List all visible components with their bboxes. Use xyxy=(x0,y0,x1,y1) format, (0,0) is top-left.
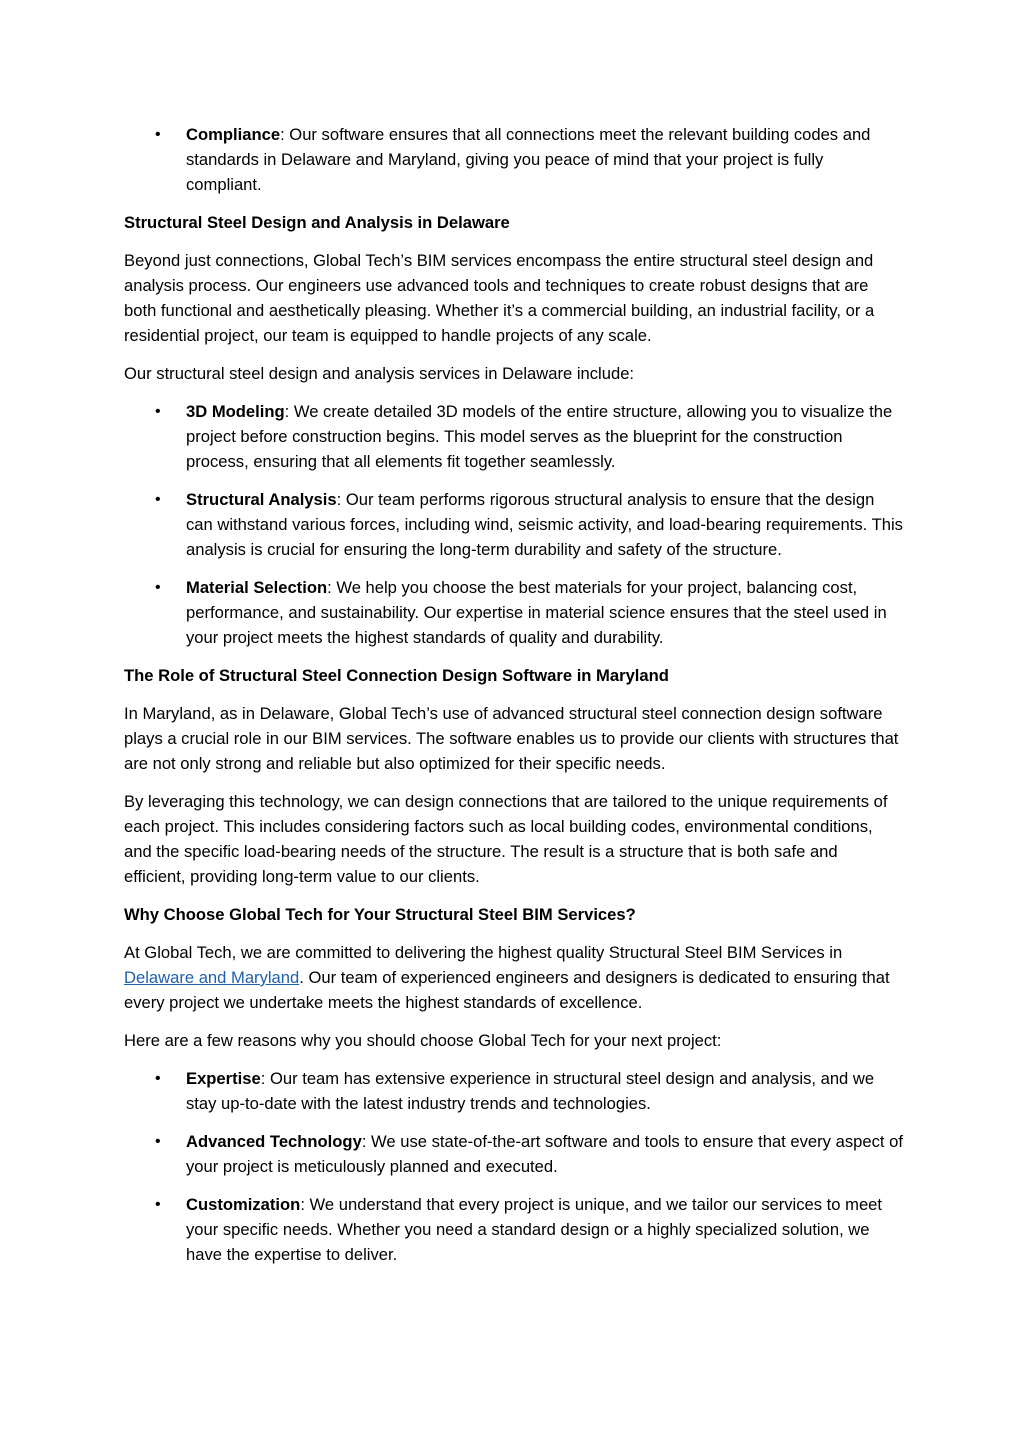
bullet-list-compliance xyxy=(124,122,903,197)
bullet-icon: • xyxy=(155,126,161,143)
list-item xyxy=(124,122,903,197)
list-item xyxy=(124,487,903,562)
paragraph-text: . Our team of experienced engineers and designers is dedicated to ensuring that every project we undertake meets the highest standards of excellence. xyxy=(124,968,890,1012)
paragraph: Beyond just connections, Global Tech’s BIM services encompass the entire structural steel design and analysis process. Our engineers use advanced tools and techniques to create robust designs that are both functional and aesthetically pleasing. Whether it’s a commercial building, an industrial facility, or a residential project, our team is equipped to handle projects of any scale. xyxy=(124,251,875,345)
list-item-text: : We understand that every project is unique, and we tailor our services to meet your specific needs. Whether you need a standard design or a highly specialized solution, we have the expertise to deliver. xyxy=(186,1195,883,1264)
list-item-text: : We create detailed 3D models of the entire structure, allowing you to visualize the project before construction begins. This model serves as the blueprint for the construction process, ensuring that all elements fit together seamlessly. xyxy=(186,402,893,471)
list-item xyxy=(124,575,903,650)
list-item-term: Compliance xyxy=(186,125,281,144)
list-item-term: Material Selection xyxy=(186,578,328,597)
list-item-term: Customization xyxy=(186,1195,301,1214)
list-item-term: 3D Modeling xyxy=(186,402,285,421)
list-item xyxy=(124,1192,903,1267)
bullet-icon: • xyxy=(155,1196,161,1213)
paragraph-text: At Global Tech, we are committed to delivering the highest quality Structural Steel BIM Services in xyxy=(124,943,843,962)
list-item-text: : We use state-of-the-art software and tools to ensure that every aspect of your project is meticulously planned and executed. xyxy=(186,1132,903,1176)
list-item xyxy=(124,1066,903,1116)
list-item-text: : Our team performs rigorous structural analysis to ensure that the design can withstand various forces, including wind, seismic activity, and load-bearing requirements. This analysis is crucial for ensuring the long-term durability and safety of the structure. xyxy=(186,490,903,559)
bullet-icon: • xyxy=(155,579,161,596)
section-heading-design-analysis: Structural Steel Design and Analysis in Delaware xyxy=(124,213,510,232)
paragraph: By leveraging this technology, we can design connections that are tailored to the unique requirements of each project. This includes considering factors such as local building codes, environmental conditions, and the specific load-bearing needs of the structure. The result is a structure that is both safe and efficient, providing long-term value to our clients. xyxy=(124,792,888,886)
paragraph xyxy=(124,940,903,1015)
paragraph: Our structural steel design and analysis services in Delaware include: xyxy=(124,364,635,383)
bullet-icon: • xyxy=(155,491,161,508)
list-item-term: Expertise xyxy=(186,1069,261,1088)
bullet-icon: • xyxy=(155,1133,161,1150)
bullet-icon: • xyxy=(155,1070,161,1087)
list-item-term: Advanced Technology xyxy=(186,1132,362,1151)
bullet-icon: • xyxy=(155,403,161,420)
paragraph: Here are a few reasons why you should choose Global Tech for your next project: xyxy=(124,1031,722,1050)
list-item xyxy=(124,399,903,474)
bullet-list-reasons xyxy=(124,1066,903,1267)
section-heading-connection-software: The Role of Structural Steel Connection Design Software in Maryland xyxy=(124,666,669,685)
bullet-list-services xyxy=(124,399,903,650)
section-heading-why-choose: Why Choose Global Tech for Your Structural Steel BIM Services? xyxy=(124,905,636,924)
list-item-text: : Our team has extensive experience in structural steel design and analysis, and we stay up-to-date with the latest industry trends and technologies. xyxy=(186,1069,875,1113)
delaware-maryland-link[interactable]: Delaware and Maryland xyxy=(124,968,300,987)
list-item-text: : We help you choose the best materials for your project, balancing cost, performance, and sustainability. Our expertise in material science ensures that the steel used in your project meets the highest standards of quality and durability. xyxy=(186,578,887,647)
list-item xyxy=(124,1129,903,1179)
paragraph: In Maryland, as in Delaware, Global Tech’s use of advanced structural steel connection design software plays a crucial role in our BIM services. The software enables us to provide our clients with structures that are not only strong and reliable but also optimized for their specific needs. xyxy=(124,704,899,773)
list-item-term: Structural Analysis xyxy=(186,490,337,509)
list-item-text: : Our software ensures that all connections meet the relevant building codes and standards in Delaware and Maryland, giving you peace of mind that your project is fully compliant. xyxy=(186,125,871,194)
